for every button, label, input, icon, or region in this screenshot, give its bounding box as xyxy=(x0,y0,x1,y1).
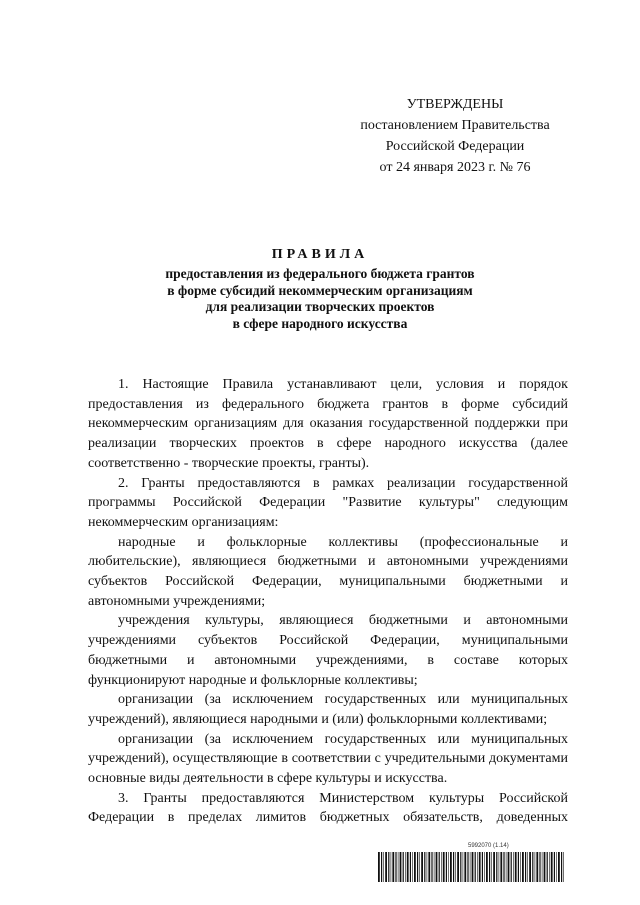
paragraph-4: учреждения культуры, являющиеся бюджетными и автономными учреждениями субъектов Российской Федерации, муниципальными бюджетными и автономными учреждениями, в составе которых функционируют народные и фольклорные коллективы; xyxy=(88,613,568,688)
barcode-bar xyxy=(463,852,464,882)
barcode-bar xyxy=(470,852,471,882)
barcode-bar xyxy=(412,852,413,882)
barcode-bar xyxy=(431,852,432,882)
barcode-bar xyxy=(479,852,481,882)
barcode-bar xyxy=(407,852,409,882)
barcode-bar xyxy=(563,852,564,882)
barcode-bar xyxy=(536,852,538,882)
barcode-bar xyxy=(448,852,449,882)
barcode-bar xyxy=(439,852,440,882)
barcode-bar xyxy=(419,852,420,882)
barcode-bar xyxy=(482,852,483,882)
barcode-bar xyxy=(511,852,512,882)
barcode-bar xyxy=(556,852,557,882)
paragraph-2: 2. Гранты предоставляются в рамках реализации государственной программы Российской Федерации "Развитие культуры" следующим некоммерческим организациям: xyxy=(88,475,568,530)
barcode-bar xyxy=(506,852,507,882)
paragraph-5: организации (за исключением государственных или муниципальных учреждений), являющиеся народными и (или) фольклорными коллективами; xyxy=(88,692,568,727)
barcode-bar xyxy=(551,852,553,882)
barcode-bar xyxy=(421,852,423,882)
paragraph-3: народные и фольклорные коллективы (профессиональные и любительские), являющиеся бюджетными и автономными учреждениями субъектов Российской Федерации, муниципальными бюджетными и автономными учреждениями; xyxy=(88,534,568,609)
barcode-bar xyxy=(486,852,488,882)
barcode-bar xyxy=(414,852,416,882)
document-subtitle xyxy=(100,266,540,332)
barcode-bar xyxy=(391,852,392,882)
barcode-bar xyxy=(547,852,548,882)
barcode-bar xyxy=(518,852,519,882)
barcode-bar xyxy=(549,852,550,882)
barcode-bar xyxy=(378,852,380,882)
barcode-bar xyxy=(467,852,468,882)
approval-line-3: от 24 января 2023 г. № 76 xyxy=(379,160,531,175)
barcode-bar xyxy=(503,852,504,882)
barcode-bar xyxy=(417,852,418,882)
barcode-bar xyxy=(525,852,526,882)
barcode-bar xyxy=(515,852,517,882)
barcode-bar xyxy=(446,852,447,882)
barcode-bar xyxy=(395,852,396,882)
subtitle-line-4: в сфере народного искусства xyxy=(232,315,408,331)
barcode-bar xyxy=(400,852,402,882)
barcode-bar xyxy=(457,852,459,882)
barcode-bar xyxy=(441,852,442,882)
subtitle-line-3: для реализации творческих проектов xyxy=(205,299,435,314)
barcode-bar xyxy=(484,852,485,882)
barcode-bar xyxy=(385,852,387,882)
barcode-bar xyxy=(542,852,543,882)
barcode-bar xyxy=(427,852,428,882)
barcode-bar xyxy=(383,852,384,882)
barcode-bar xyxy=(424,852,425,882)
barcode-bar xyxy=(475,852,476,882)
subtitle-line-1: предоставления из федерального бюджета грантов xyxy=(165,266,475,281)
barcode-bar xyxy=(410,852,411,882)
barcode-bar xyxy=(436,852,438,882)
barcode-label: 5992070 (1.14) xyxy=(468,843,509,849)
barcode-bar xyxy=(554,852,555,882)
paragraph-1: 1. Настоящие Правила устанавливают цели, условия и порядок предоставления из федерального бюджета грантов в форме субсидий некоммерческим организациям для оказания государственной поддержки при реализации творческих проектов в сфере народного искусства (далее соответственно - творческие проекты, гранты). xyxy=(88,377,568,471)
document-body xyxy=(88,375,568,828)
barcode-bar xyxy=(477,852,478,882)
barcode-bar xyxy=(561,852,562,882)
approval-line-1: постановлением Правительства xyxy=(360,118,550,133)
barcode-bar xyxy=(450,852,452,882)
barcode-bar xyxy=(491,852,492,882)
barcode-bar xyxy=(532,852,533,882)
barcode-bar xyxy=(392,852,394,882)
barcode-bar xyxy=(499,852,500,882)
barcode-bar xyxy=(434,852,435,882)
barcode-bar xyxy=(464,852,466,882)
barcode-bar xyxy=(443,852,445,882)
barcode-bar xyxy=(381,852,382,882)
document-title: ПРАВИЛА xyxy=(271,247,369,262)
barcode-bar xyxy=(522,852,524,882)
approval-line-2: Российской Федерации xyxy=(385,139,525,154)
barcode-bar xyxy=(453,852,454,882)
barcode-bar xyxy=(472,852,474,882)
paragraph-7: 3. Гранты предоставляются Министерством культуры Российской Федерации в пределах лимитов бюджетных обязательств, доведенных xyxy=(88,790,568,826)
barcode-bar xyxy=(455,852,456,882)
barcode-bar xyxy=(496,852,497,882)
barcode-bar xyxy=(405,852,406,882)
barcode-bar xyxy=(489,852,490,882)
barcode-image xyxy=(378,852,564,882)
barcode-bar xyxy=(529,852,531,882)
barcode-bar xyxy=(493,852,495,882)
paragraph-6: организации (за исключением государственных или муниципальных учреждений), осуществляющие в соответствии с учредительными документами основные виды деятельности в сфере культуры и искусства. xyxy=(88,731,568,787)
barcode-bar xyxy=(508,852,510,882)
barcode-bar xyxy=(428,852,430,882)
approval-block xyxy=(340,94,570,178)
barcode-bar xyxy=(398,852,399,882)
approval-heading: УТВЕРЖДЕНЫ xyxy=(406,97,504,112)
barcode-bar xyxy=(520,852,521,882)
subtitle-line-2: в форме субсидий некоммерческим организациям xyxy=(167,282,473,298)
barcode-bar xyxy=(535,852,536,882)
barcode-bar xyxy=(460,852,461,882)
barcode-bar xyxy=(388,852,389,882)
barcode-bar xyxy=(539,852,540,882)
barcode-bar xyxy=(513,852,514,882)
barcode-bar xyxy=(403,852,404,882)
barcode-bar xyxy=(544,852,546,882)
barcode-bar xyxy=(558,852,560,882)
barcode-bar xyxy=(527,852,528,882)
barcode-bar xyxy=(500,852,502,882)
